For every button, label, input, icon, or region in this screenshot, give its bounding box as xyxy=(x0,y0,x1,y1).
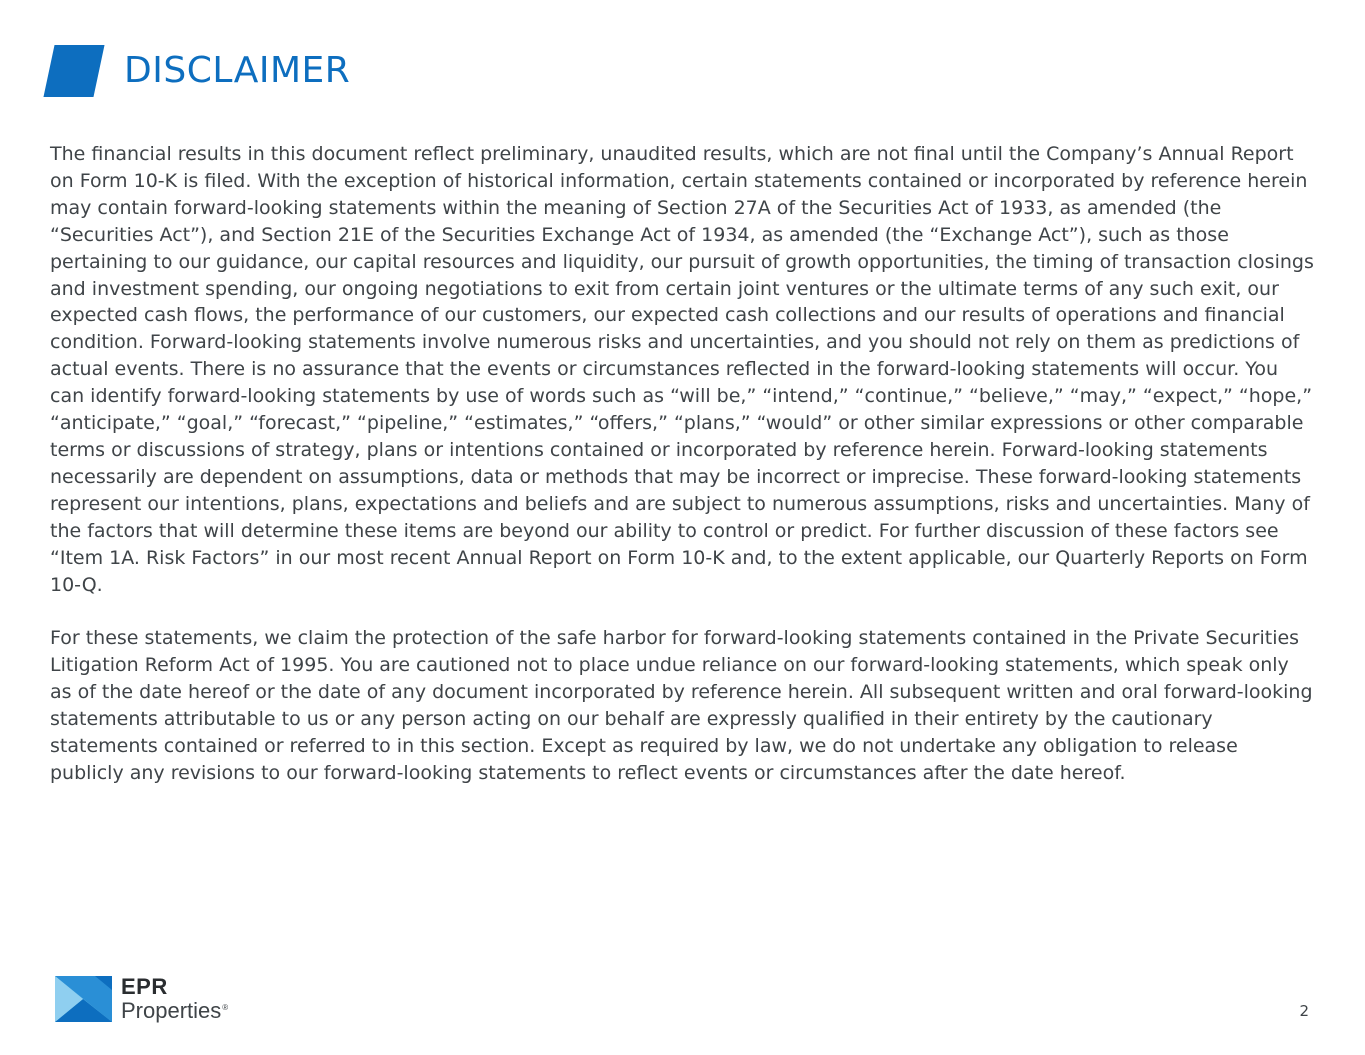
logo-wordmark xyxy=(121,976,228,1022)
title-accent-shape xyxy=(43,45,104,97)
title-bar xyxy=(43,45,350,97)
registered-mark: ® xyxy=(222,1002,229,1012)
epr-logo-mark-icon xyxy=(55,976,112,1022)
logo-epr-text: EPR xyxy=(121,974,168,999)
logo-properties-word: Properties xyxy=(121,998,222,1023)
disclaimer-paragraph-1: The financial results in this document reflect preliminary, unaudited results, which are not final until the Company’s Annual Report on Form 10-K is filed. With the exception of historical information, certain statements contained or incorporated by reference herein may contain forward-looking statements within the meaning of Section 27A of the Securities Act of 1933, as amended (the “Securities Act”), and Section 21E of the Securities Exchange Act of 1934, as amended (the “Exchange Act”), such as those pertaining to our guidance, our capital resources and liquidity, our pursuit of growth opportunities, the timing of transaction closings and investment spending, our ongoing negotiations to exit from certain joint ventures or the ultimate terms of any such exit, our expected cash flows, the performance of our customers, our expected cash collections and our results of operations and financial condition. Forward-looking statements involve numerous risks and uncertainties, and you should not rely on them as predictions of actual events. There is no assurance that the events or circumstances reflected in the forward-looking statements will occur. You can identify forward-looking statements by use of words such as “will be,” “intend,” “continue,” “believe,” “may,” “expect,” “hope,” “anticipate,” “goal,” “forecast,” “pipeline,” “estimates,” “offers,” “plans,” “would” or other similar expressions or other comparable terms or discussions of strategy, plans or intentions contained or incorporated by reference herein. Forward-looking statements necessarily are dependent on assumptions, data or methods that may be incorrect or imprecise. These forward-looking statements represent our intentions, plans, expectations and beliefs and are subject to numerous assumptions, risks and uncertainties. Many of the factors that will determine these items are beyond our ability to control or predict. For further discussion of these factors see “Item 1A. Risk Factors” in our most recent Annual Report on Form 10-K and, to the extent applicable, our Quarterly Reports on Form 10-Q. xyxy=(50,143,1314,596)
page-number: 2 xyxy=(1299,1002,1309,1020)
disclaimer-paragraph-2: For these statements, we claim the protection of the safe harbor for forward-looking statements contained in the Private Securities Litigation Reform Act of 1995. You are cautioned not to place undue reliance on our forward-looking statements, which speak only as of the date hereof or the date of any document incorporated by reference herein. All subsequent written and oral forward-looking statements attributable to us or any person acting on our behalf are expressly qualified in their entirety by the cautionary statements contained or referred to in this section. Except as required by law, we do not undertake any obligation to release publicly any revisions to our forward-looking statements to reflect events or circumstances after the date hereof. xyxy=(50,627,1313,784)
logo-properties-text xyxy=(121,1000,228,1022)
page-title: DISCLAIMER xyxy=(124,50,351,91)
disclaimer-body xyxy=(50,141,1315,787)
company-logo xyxy=(55,976,228,1022)
